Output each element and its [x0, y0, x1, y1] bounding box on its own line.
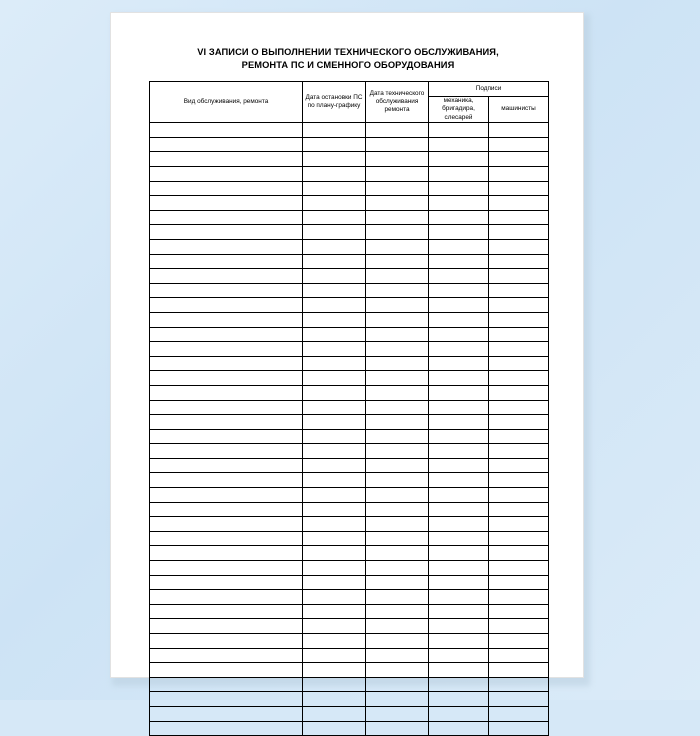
cell-service_date[interactable]: [366, 429, 429, 444]
cell-mechanic[interactable]: [429, 502, 489, 517]
cell-stop_date[interactable]: [303, 706, 366, 721]
cell-kind[interactable]: [150, 196, 303, 211]
cell-mechanic[interactable]: [429, 385, 489, 400]
table-row[interactable]: [150, 604, 549, 619]
cell-driver[interactable]: [489, 458, 549, 473]
cell-kind[interactable]: [150, 517, 303, 532]
cell-driver[interactable]: [489, 677, 549, 692]
cell-driver[interactable]: [489, 239, 549, 254]
cell-mechanic[interactable]: [429, 444, 489, 459]
cell-stop_date[interactable]: [303, 692, 366, 707]
cell-mechanic[interactable]: [429, 634, 489, 649]
table-row[interactable]: [150, 385, 549, 400]
table-row[interactable]: [150, 123, 549, 138]
cell-kind[interactable]: [150, 619, 303, 634]
cell-service_date[interactable]: [366, 167, 429, 182]
cell-mechanic[interactable]: [429, 488, 489, 503]
cell-service_date[interactable]: [366, 663, 429, 678]
cell-stop_date[interactable]: [303, 561, 366, 576]
cell-kind[interactable]: [150, 137, 303, 152]
cell-driver[interactable]: [489, 502, 549, 517]
cell-mechanic[interactable]: [429, 677, 489, 692]
table-row[interactable]: [150, 502, 549, 517]
table-row[interactable]: [150, 721, 549, 736]
cell-mechanic[interactable]: [429, 312, 489, 327]
cell-stop_date[interactable]: [303, 269, 366, 284]
cell-stop_date[interactable]: [303, 575, 366, 590]
cell-kind[interactable]: [150, 385, 303, 400]
cell-mechanic[interactable]: [429, 356, 489, 371]
cell-service_date[interactable]: [366, 488, 429, 503]
cell-kind[interactable]: [150, 210, 303, 225]
table-row[interactable]: [150, 298, 549, 313]
cell-driver[interactable]: [489, 546, 549, 561]
cell-driver[interactable]: [489, 327, 549, 342]
cell-stop_date[interactable]: [303, 225, 366, 240]
cell-service_date[interactable]: [366, 239, 429, 254]
cell-mechanic[interactable]: [429, 196, 489, 211]
cell-stop_date[interactable]: [303, 648, 366, 663]
cell-driver[interactable]: [489, 663, 549, 678]
cell-service_date[interactable]: [366, 327, 429, 342]
cell-mechanic[interactable]: [429, 210, 489, 225]
table-row[interactable]: [150, 429, 549, 444]
cell-driver[interactable]: [489, 531, 549, 546]
cell-kind[interactable]: [150, 590, 303, 605]
column-header-signatures: Подписи: [429, 82, 549, 97]
cell-driver[interactable]: [489, 473, 549, 488]
cell-stop_date[interactable]: [303, 283, 366, 298]
cell-driver[interactable]: [489, 575, 549, 590]
cell-service_date[interactable]: [366, 517, 429, 532]
cell-service_date[interactable]: [366, 225, 429, 240]
table-row[interactable]: [150, 371, 549, 386]
cell-kind[interactable]: [150, 254, 303, 269]
table-row[interactable]: [150, 239, 549, 254]
cell-stop_date[interactable]: [303, 400, 366, 415]
cell-kind[interactable]: [150, 371, 303, 386]
cell-driver[interactable]: [489, 167, 549, 182]
page-title-line-2: РЕМОНТА ПС И СМЕННОГО ОБОРУДОВАНИЯ: [241, 60, 455, 70]
table-row[interactable]: [150, 531, 549, 546]
cell-mechanic[interactable]: [429, 137, 489, 152]
cell-kind[interactable]: [150, 239, 303, 254]
cell-driver[interactable]: [489, 561, 549, 576]
cell-driver[interactable]: [489, 371, 549, 386]
cell-mechanic[interactable]: [429, 604, 489, 619]
cell-kind[interactable]: [150, 269, 303, 284]
cell-stop_date[interactable]: [303, 502, 366, 517]
table-row[interactable]: [150, 181, 549, 196]
cell-stop_date[interactable]: [303, 546, 366, 561]
cell-driver[interactable]: [489, 137, 549, 152]
cell-service_date[interactable]: [366, 634, 429, 649]
cell-kind[interactable]: [150, 546, 303, 561]
cell-service_date[interactable]: [366, 502, 429, 517]
cell-mechanic[interactable]: [429, 225, 489, 240]
cell-kind[interactable]: [150, 575, 303, 590]
cell-service_date[interactable]: [366, 561, 429, 576]
table-body: [150, 123, 549, 736]
table-row[interactable]: [150, 225, 549, 240]
cell-service_date[interactable]: [366, 400, 429, 415]
cell-kind[interactable]: [150, 458, 303, 473]
cell-mechanic[interactable]: [429, 575, 489, 590]
cell-stop_date[interactable]: [303, 210, 366, 225]
cell-stop_date[interactable]: [303, 312, 366, 327]
cell-kind[interactable]: [150, 721, 303, 736]
cell-service_date[interactable]: [366, 298, 429, 313]
cell-service_date[interactable]: [366, 283, 429, 298]
table-row[interactable]: [150, 648, 549, 663]
cell-driver[interactable]: [489, 152, 549, 167]
cell-service_date[interactable]: [366, 152, 429, 167]
cell-service_date[interactable]: [366, 546, 429, 561]
cell-kind[interactable]: [150, 634, 303, 649]
cell-driver[interactable]: [489, 298, 549, 313]
cell-kind[interactable]: [150, 400, 303, 415]
table-row[interactable]: [150, 196, 549, 211]
cell-service_date[interactable]: [366, 444, 429, 459]
table-row[interactable]: [150, 167, 549, 182]
table-row[interactable]: [150, 619, 549, 634]
table-row[interactable]: [150, 706, 549, 721]
cell-driver[interactable]: [489, 312, 549, 327]
cell-service_date[interactable]: [366, 210, 429, 225]
cell-kind[interactable]: [150, 283, 303, 298]
cell-kind[interactable]: [150, 356, 303, 371]
cell-mechanic[interactable]: [429, 298, 489, 313]
cell-stop_date[interactable]: [303, 152, 366, 167]
cell-mechanic[interactable]: [429, 342, 489, 357]
cell-mechanic[interactable]: [429, 283, 489, 298]
cell-service_date[interactable]: [366, 575, 429, 590]
cell-driver[interactable]: [489, 400, 549, 415]
cell-kind[interactable]: [150, 502, 303, 517]
cell-service_date[interactable]: [366, 254, 429, 269]
cell-kind[interactable]: [150, 342, 303, 357]
cell-kind[interactable]: [150, 327, 303, 342]
cell-stop_date[interactable]: [303, 663, 366, 678]
cell-kind[interactable]: [150, 225, 303, 240]
cell-stop_date[interactable]: [303, 444, 366, 459]
cell-service_date[interactable]: [366, 181, 429, 196]
cell-mechanic[interactable]: [429, 254, 489, 269]
column-header-stop-date: Дата остановки ПС по плану-графику: [303, 82, 366, 123]
cell-mechanic[interactable]: [429, 590, 489, 605]
table-row[interactable]: [150, 458, 549, 473]
cell-service_date[interactable]: [366, 531, 429, 546]
cell-service_date[interactable]: [366, 677, 429, 692]
cell-mechanic[interactable]: [429, 546, 489, 561]
cell-driver[interactable]: [489, 123, 549, 138]
cell-kind[interactable]: [150, 648, 303, 663]
cell-driver[interactable]: [489, 385, 549, 400]
column-header-signature-mechanic: механика, бригадира, слесарей: [429, 97, 489, 123]
cell-stop_date[interactable]: [303, 677, 366, 692]
cell-kind[interactable]: [150, 298, 303, 313]
cell-mechanic[interactable]: [429, 400, 489, 415]
cell-stop_date[interactable]: [303, 517, 366, 532]
cell-service_date[interactable]: [366, 619, 429, 634]
cell-stop_date[interactable]: [303, 342, 366, 357]
cell-driver[interactable]: [489, 488, 549, 503]
table-row[interactable]: [150, 342, 549, 357]
cell-stop_date[interactable]: [303, 619, 366, 634]
cell-kind[interactable]: [150, 312, 303, 327]
cell-service_date[interactable]: [366, 692, 429, 707]
cell-service_date[interactable]: [366, 590, 429, 605]
cell-stop_date[interactable]: [303, 356, 366, 371]
cell-stop_date[interactable]: [303, 604, 366, 619]
cell-kind[interactable]: [150, 488, 303, 503]
cell-service_date[interactable]: [366, 342, 429, 357]
table-row[interactable]: [150, 517, 549, 532]
cell-driver[interactable]: [489, 706, 549, 721]
table-row[interactable]: [150, 677, 549, 692]
cell-service_date[interactable]: [366, 473, 429, 488]
table-row[interactable]: [150, 546, 549, 561]
table-row[interactable]: [150, 663, 549, 678]
cell-stop_date[interactable]: [303, 239, 366, 254]
cell-service_date[interactable]: [366, 356, 429, 371]
cell-kind[interactable]: [150, 604, 303, 619]
cell-service_date[interactable]: [366, 385, 429, 400]
cell-stop_date[interactable]: [303, 415, 366, 430]
cell-stop_date[interactable]: [303, 167, 366, 182]
cell-stop_date[interactable]: [303, 721, 366, 736]
cell-service_date[interactable]: [366, 137, 429, 152]
table-row[interactable]: [150, 590, 549, 605]
table-row[interactable]: [150, 137, 549, 152]
cell-driver[interactable]: [489, 517, 549, 532]
cell-driver[interactable]: [489, 181, 549, 196]
cell-stop_date[interactable]: [303, 371, 366, 386]
cell-driver[interactable]: [489, 429, 549, 444]
cell-mechanic[interactable]: [429, 269, 489, 284]
cell-mechanic[interactable]: [429, 429, 489, 444]
cell-kind[interactable]: [150, 663, 303, 678]
cell-service_date[interactable]: [366, 706, 429, 721]
cell-kind[interactable]: [150, 444, 303, 459]
cell-mechanic[interactable]: [429, 561, 489, 576]
cell-kind[interactable]: [150, 692, 303, 707]
cell-driver[interactable]: [489, 210, 549, 225]
cell-driver[interactable]: [489, 225, 549, 240]
document-page: [110, 12, 584, 678]
column-header-kind: Вид обслуживания, ремонта: [150, 82, 303, 123]
cell-driver[interactable]: [489, 356, 549, 371]
cell-kind[interactable]: [150, 473, 303, 488]
cell-kind[interactable]: [150, 531, 303, 546]
cell-driver[interactable]: [489, 196, 549, 211]
cell-stop_date[interactable]: [303, 429, 366, 444]
cell-stop_date[interactable]: [303, 531, 366, 546]
cell-mechanic[interactable]: [429, 327, 489, 342]
table-row[interactable]: [150, 488, 549, 503]
cell-stop_date[interactable]: [303, 123, 366, 138]
table-row[interactable]: [150, 327, 549, 342]
cell-service_date[interactable]: [366, 196, 429, 211]
table-row[interactable]: [150, 415, 549, 430]
cell-stop_date[interactable]: [303, 137, 366, 152]
cell-stop_date[interactable]: [303, 196, 366, 211]
cell-driver[interactable]: [489, 619, 549, 634]
cell-stop_date[interactable]: [303, 298, 366, 313]
cell-service_date[interactable]: [366, 415, 429, 430]
cell-kind[interactable]: [150, 677, 303, 692]
table-row[interactable]: [150, 473, 549, 488]
table-row[interactable]: [150, 634, 549, 649]
cell-driver[interactable]: [489, 254, 549, 269]
table-row[interactable]: [150, 561, 549, 576]
maintenance-records-table: [149, 81, 549, 736]
cell-mechanic[interactable]: [429, 531, 489, 546]
cell-service_date[interactable]: [366, 371, 429, 386]
cell-kind[interactable]: [150, 415, 303, 430]
cell-stop_date[interactable]: [303, 458, 366, 473]
cell-mechanic[interactable]: [429, 123, 489, 138]
column-header-signature-driver: машинисты: [489, 97, 549, 123]
table-row[interactable]: [150, 400, 549, 415]
cell-mechanic[interactable]: [429, 458, 489, 473]
page-title: [111, 46, 585, 72]
table-row[interactable]: [150, 692, 549, 707]
cell-stop_date[interactable]: [303, 488, 366, 503]
cell-driver[interactable]: [489, 283, 549, 298]
cell-mechanic[interactable]: [429, 181, 489, 196]
cell-kind[interactable]: [150, 429, 303, 444]
cell-service_date[interactable]: [366, 123, 429, 138]
cell-service_date[interactable]: [366, 312, 429, 327]
table-header: [150, 82, 549, 123]
cell-kind[interactable]: [150, 706, 303, 721]
cell-driver[interactable]: [489, 604, 549, 619]
cell-mechanic[interactable]: [429, 648, 489, 663]
table-row[interactable]: [150, 269, 549, 284]
cell-stop_date[interactable]: [303, 634, 366, 649]
cell-driver[interactable]: [489, 415, 549, 430]
cell-mechanic[interactable]: [429, 167, 489, 182]
cell-driver[interactable]: [489, 269, 549, 284]
cell-driver[interactable]: [489, 692, 549, 707]
cell-driver[interactable]: [489, 634, 549, 649]
cell-kind[interactable]: [150, 561, 303, 576]
cell-mechanic[interactable]: [429, 152, 489, 167]
cell-service_date[interactable]: [366, 648, 429, 663]
table-row[interactable]: [150, 254, 549, 269]
cell-mechanic[interactable]: [429, 239, 489, 254]
cell-mechanic[interactable]: [429, 473, 489, 488]
cell-stop_date[interactable]: [303, 385, 366, 400]
cell-mechanic[interactable]: [429, 721, 489, 736]
cell-driver[interactable]: [489, 444, 549, 459]
table-row[interactable]: [150, 210, 549, 225]
cell-driver[interactable]: [489, 342, 549, 357]
cell-driver[interactable]: [489, 721, 549, 736]
table-row[interactable]: [150, 575, 549, 590]
cell-service_date[interactable]: [366, 721, 429, 736]
cell-service_date[interactable]: [366, 604, 429, 619]
cell-stop_date[interactable]: [303, 181, 366, 196]
cell-stop_date[interactable]: [303, 473, 366, 488]
cell-mechanic[interactable]: [429, 371, 489, 386]
cell-service_date[interactable]: [366, 269, 429, 284]
table-row[interactable]: [150, 152, 549, 167]
cell-service_date[interactable]: [366, 458, 429, 473]
table-row[interactable]: [150, 356, 549, 371]
cell-driver[interactable]: [489, 590, 549, 605]
cell-mechanic[interactable]: [429, 415, 489, 430]
cell-stop_date[interactable]: [303, 327, 366, 342]
cell-kind[interactable]: [150, 167, 303, 182]
cell-kind[interactable]: [150, 181, 303, 196]
cell-kind[interactable]: [150, 123, 303, 138]
table-header-row-1: [150, 82, 549, 97]
table-row[interactable]: [150, 444, 549, 459]
cell-driver[interactable]: [489, 648, 549, 663]
cell-mechanic[interactable]: [429, 619, 489, 634]
cell-mechanic[interactable]: [429, 706, 489, 721]
cell-mechanic[interactable]: [429, 692, 489, 707]
table-row[interactable]: [150, 283, 549, 298]
cell-kind[interactable]: [150, 152, 303, 167]
table-row[interactable]: [150, 312, 549, 327]
column-header-service-date: Дата технического обслуживания ремонта: [366, 82, 429, 123]
cell-stop_date[interactable]: [303, 254, 366, 269]
page-title-line-1: VI ЗАПИСИ О ВЫПОЛНЕНИИ ТЕХНИЧЕСКОГО ОБСЛУЖИВАНИЯ,: [197, 47, 499, 57]
cell-mechanic[interactable]: [429, 517, 489, 532]
cell-stop_date[interactable]: [303, 590, 366, 605]
cell-mechanic[interactable]: [429, 663, 489, 678]
